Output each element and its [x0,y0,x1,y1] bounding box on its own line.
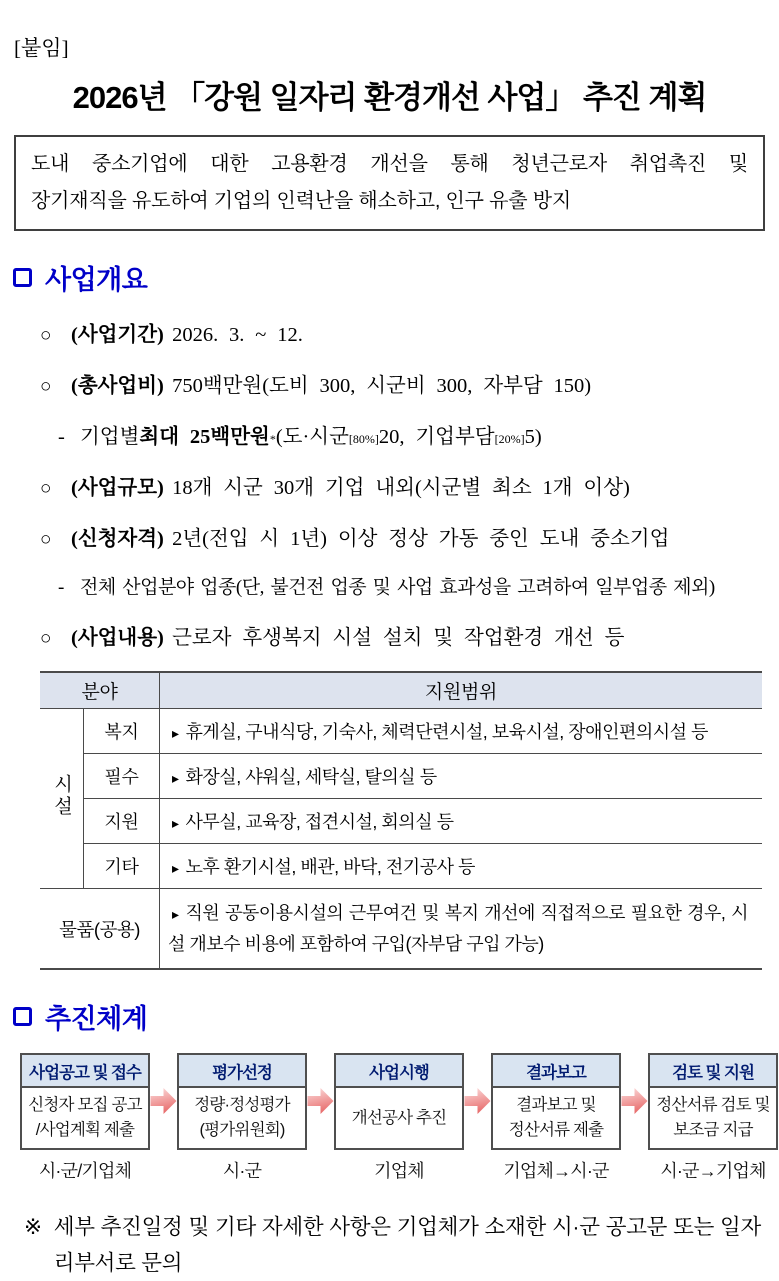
triangle-bullet-icon: ▸ [172,725,179,741]
circle-bullet-icon: ○ [40,478,52,499]
item-content-label: (사업내용) [71,627,164,649]
flow-body-line1: 신청자 모집 공고 [28,1096,142,1114]
flow-step-execution [334,1053,464,1183]
item-period-label: (사업기간) [71,324,164,346]
flow-step-body [22,1088,148,1148]
budget-sub-mid1: (도·시군 [275,426,349,448]
attachment-label: [붙임] [14,36,69,60]
flow-step-body [336,1088,462,1148]
content-cell [160,754,763,799]
content-text: 노후 환기시설, 배관, 바닥, 전기공사 등 [185,857,475,877]
item-period-text: 2026. 3. ~ 12. [172,324,303,346]
flow-arrow-icon [150,1086,177,1116]
flow-body-line2: 정산서류 제출 [508,1121,604,1139]
category-cell: 필수 [84,754,160,799]
flow-body-line2: /사업계획 제출 [35,1121,135,1139]
section-process-title: 추진체계 [45,1004,148,1034]
item-scale-label: (사업규모) [71,477,164,499]
footnote-text: 세부 추진일정 및 기타 자세한 사항은 기업체가 소재한 시·군 공고문 또는 일자리부서로 문의 [53,1215,761,1275]
flow-step-title: 결과보고 [493,1055,619,1088]
flow-actor: 시·군 [222,1161,262,1181]
item-scale-text: 18개 시군 30개 기업 내외(시군별 최소 1개 이상) [172,477,630,499]
list-item-budget [40,368,779,398]
section-overview-heading [13,258,779,297]
support-scope-table [40,671,762,970]
flow-body-line2: 보조금 지급 [673,1121,753,1139]
dash-bullet-icon: - [58,577,64,598]
category-cell-goods: 물품(공용) [40,889,160,970]
list-item-eligibility [40,521,779,551]
triangle-bullet-icon: ▸ [172,815,179,831]
flow-step-title: 사업시행 [336,1055,462,1088]
content-text: 사무실, 교육장, 접견시설, 회의실 등 [185,812,454,832]
page-title: 2026년 「강원 일자리 환경개선 사업」 추진 계획 [72,80,707,115]
budget-sub-bold: 최대 25백만원 [139,426,270,448]
group-cell-facility [40,709,84,889]
flow-actor: 기업체 [374,1161,424,1181]
item-budget-label: (총사업비) [71,375,164,397]
flow-step-announcement [20,1053,150,1183]
item-content-text: 근로자 후생복지 시설 설치 및 작업환경 개선 등 [172,627,625,649]
item-budget-text: 750백만원(도비 300, 시군비 300, 자부담 150) [172,375,592,397]
flow-body-line1: 정산서류 검토 및 [656,1096,770,1114]
content-text: 화장실, 샤워실, 세탁실, 탈의실 등 [185,767,437,787]
content-cell [160,799,763,844]
circle-bullet-icon: ○ [40,628,52,649]
triangle-bullet-icon: ▸ [172,770,179,786]
table-row-welfare [40,709,762,754]
header-scope: 지원범위 [160,672,763,709]
section-square-icon [13,268,32,287]
table-row-essential [40,754,762,799]
flow-box [20,1053,150,1150]
content-cell [160,844,763,889]
circle-bullet-icon: ○ [40,325,52,346]
budget-sub-sup-80: [80%] [348,432,379,446]
budget-sub-asterisk: * [269,432,276,446]
list-item-scale [40,470,779,500]
flow-step-evaluation [177,1053,307,1183]
flow-step-body [179,1088,305,1148]
list-subitem-eligibility-detail [58,572,779,599]
table-row-support [40,799,762,844]
flow-body-line1: 개선공사 추진 [351,1108,447,1127]
flow-arrow-icon [307,1086,334,1116]
flow-box [334,1053,464,1150]
item-eligibility-label: (신청자격) [71,528,164,550]
flow-step-title: 사업공고 및 접수 [22,1055,148,1088]
table-header-row [40,672,762,709]
content-text: 휴게실, 구내식당, 기숙사, 체력단련시설, 보육시설, 장애인편의시설 등 [185,722,708,742]
content-text: 직원 공동이용시설의 근무여건 및 복지 개선에 직접적으로 필요한 경우, 시설 개보수 비용에 포함하여 구입(자부담 구입 가능) [168,903,748,954]
budget-sub-pre: 기업별 [80,426,140,448]
flow-arrow-icon [621,1086,648,1116]
flow-body-line1: 정량·정성평가 [194,1096,290,1114]
facility-label: 시설 [51,774,72,818]
section-square-icon [13,1007,32,1026]
content-cell-goods [160,889,763,970]
header-field: 분야 [40,672,160,709]
flow-arrow-icon [464,1086,491,1116]
overview-list [40,317,779,650]
flow-step-body [493,1088,619,1148]
flow-step-review [648,1053,778,1183]
budget-sub-end: 5) [524,426,542,448]
content-cell [160,709,763,754]
flow-actor: 기업체→시·군 [503,1161,609,1181]
category-cell: 복지 [84,709,160,754]
budget-sub-sup-20: [20%] [494,432,525,446]
list-subitem-budget-detail [58,419,779,449]
reference-mark-icon: ※ [24,1215,42,1239]
table-row-goods [40,889,762,970]
triangle-bullet-icon: ▸ [172,860,179,876]
flow-step-report [491,1053,621,1183]
flow-step-body [650,1088,776,1148]
flow-box [491,1053,621,1150]
section-process-heading [13,997,779,1036]
flow-box [648,1053,778,1150]
circle-bullet-icon: ○ [40,529,52,550]
intro-line-1: 도내 중소기업에 대한 고용환경 개선을 통해 청년근로자 취업촉진 및 [31,153,748,175]
eligibility-sub-text: 전체 산업분야 업종(단, 불건전 업종 및 사업 효과성을 고려하여 일부업종 제외) [80,577,715,598]
flow-actor: 시·군→기업체 [660,1161,766,1181]
intro-line-2: 장기재직을 유도하여 기업의 인력난을 해소하고, 인구 유출 방지 [31,190,571,212]
list-item-content [40,620,779,650]
flow-box [177,1053,307,1150]
footnote [24,1209,761,1281]
section-overview-title: 사업개요 [45,265,148,295]
process-flowchart [20,1053,770,1183]
flow-step-title: 검토 및 지원 [650,1055,776,1088]
flow-step-title: 평가선정 [179,1055,305,1088]
dash-bullet-icon: - [58,426,65,448]
intro-box [14,135,765,231]
flow-actor: 시·군/기업체 [38,1161,132,1181]
triangle-bullet-icon: ▸ [172,906,179,922]
circle-bullet-icon: ○ [40,376,52,397]
flow-body-line1: 결과보고 및 [516,1096,596,1114]
budget-sub-mid2: 20, 기업부담 [378,426,495,448]
item-eligibility-text: 2년(전입 시 1년) 이상 정상 가동 중인 도내 중소기업 [172,528,670,550]
table-row-etc [40,844,762,889]
flow-body-line2: (평가위원회) [199,1121,285,1139]
list-item-period [40,317,779,347]
category-cell: 지원 [84,799,160,844]
category-cell: 기타 [84,844,160,889]
